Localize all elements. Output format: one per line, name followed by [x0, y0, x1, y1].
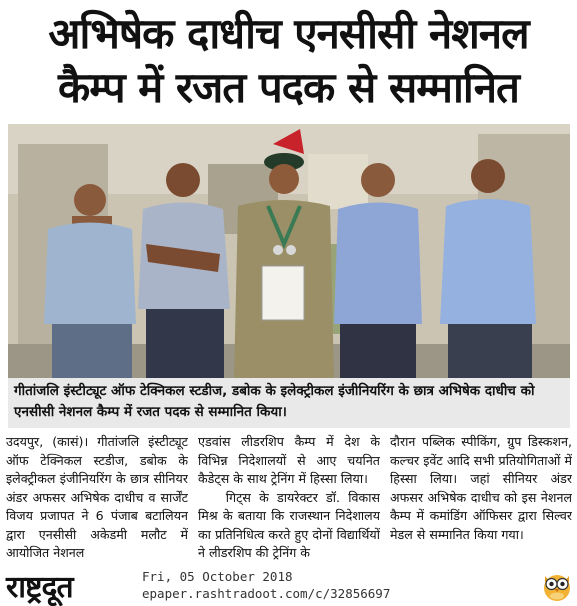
- publication-date: Fri, 05 October 2018: [142, 569, 293, 584]
- headline-line-1: अभिषेक दाधीच एनसीसी नेशनल: [48, 9, 529, 58]
- article-column-1: [6, 433, 188, 563]
- owl-icon: [541, 568, 573, 602]
- newspaper-logo: राष्ट्रदूत: [6, 569, 73, 605]
- footer: [0, 564, 577, 606]
- photo-caption: गीतांजलि इंस्टीट्यूट ऑफ टेक्निकल स्टडीज, डबोक के इलेक्ट्रीकल इंजीनियरिंग के छात्र अभिषेक दाधीच को एनसीसी नेशनल कैम्प में रजत पदक से सम्मानित किया।: [8, 378, 570, 428]
- article-paragraph: उदयपुर, (कासं)। गीतांजलि इंस्टीट्यूट ऑफ टेक्निकल स्टडीज, डबोक के इलेक्ट्रीकल इंजीनियरिंग के छात्र सीनियर अंडर अफसर अभिषेक दाधीच व सार्जेंट विजय प्रजापत ने 6 पंजाब बटालियन द्वारा एनसीसी अकेडमी मलौट में आयोजित नेशनल: [6, 434, 188, 560]
- news-photo: [8, 124, 570, 378]
- article-paragraph: गिट्स के डायरेक्टर डॉ. विकास मिश्र के बताया कि राजस्थान निदेशालय का प्रतिनिधित्व करते हुए दोनों विद्यार्थियों ने लीडरशिप की ट्रेनिंग के: [198, 489, 380, 560]
- article-body: [6, 433, 572, 563]
- article-paragraph: एडवांस लीडरशिप कैम्प में देश के विभिन्न निदेशालयों से आए चयनित कैडेट्स के साथ ट्रेनिंग में हिस्सा लिया।: [198, 434, 380, 486]
- publication-meta: [142, 568, 390, 602]
- article-paragraph: दौरान पब्लिक स्पीकिंग, ग्रुप डिस्कशन, कल्चर इवेंट आदि सभी प्रतियोगिताओं में हिस्सा लिया। जहां सीनियर अंडर अफसर अभिषेक दाधीच को इस नेशनल कैम्प में कमांडिंग ऑफिसर द्वारा सिल्वर मेडल से सम्मानित किया गया।: [390, 434, 572, 542]
- epaper-url[interactable]: epaper.rashtradoot.com/c/32856697: [142, 586, 391, 601]
- headline-line-2: कैम्प में रजत पदक से सम्मानित: [58, 63, 519, 112]
- article-column-3: [390, 433, 572, 563]
- article-column-2: [198, 433, 380, 563]
- headline: [0, 0, 577, 122]
